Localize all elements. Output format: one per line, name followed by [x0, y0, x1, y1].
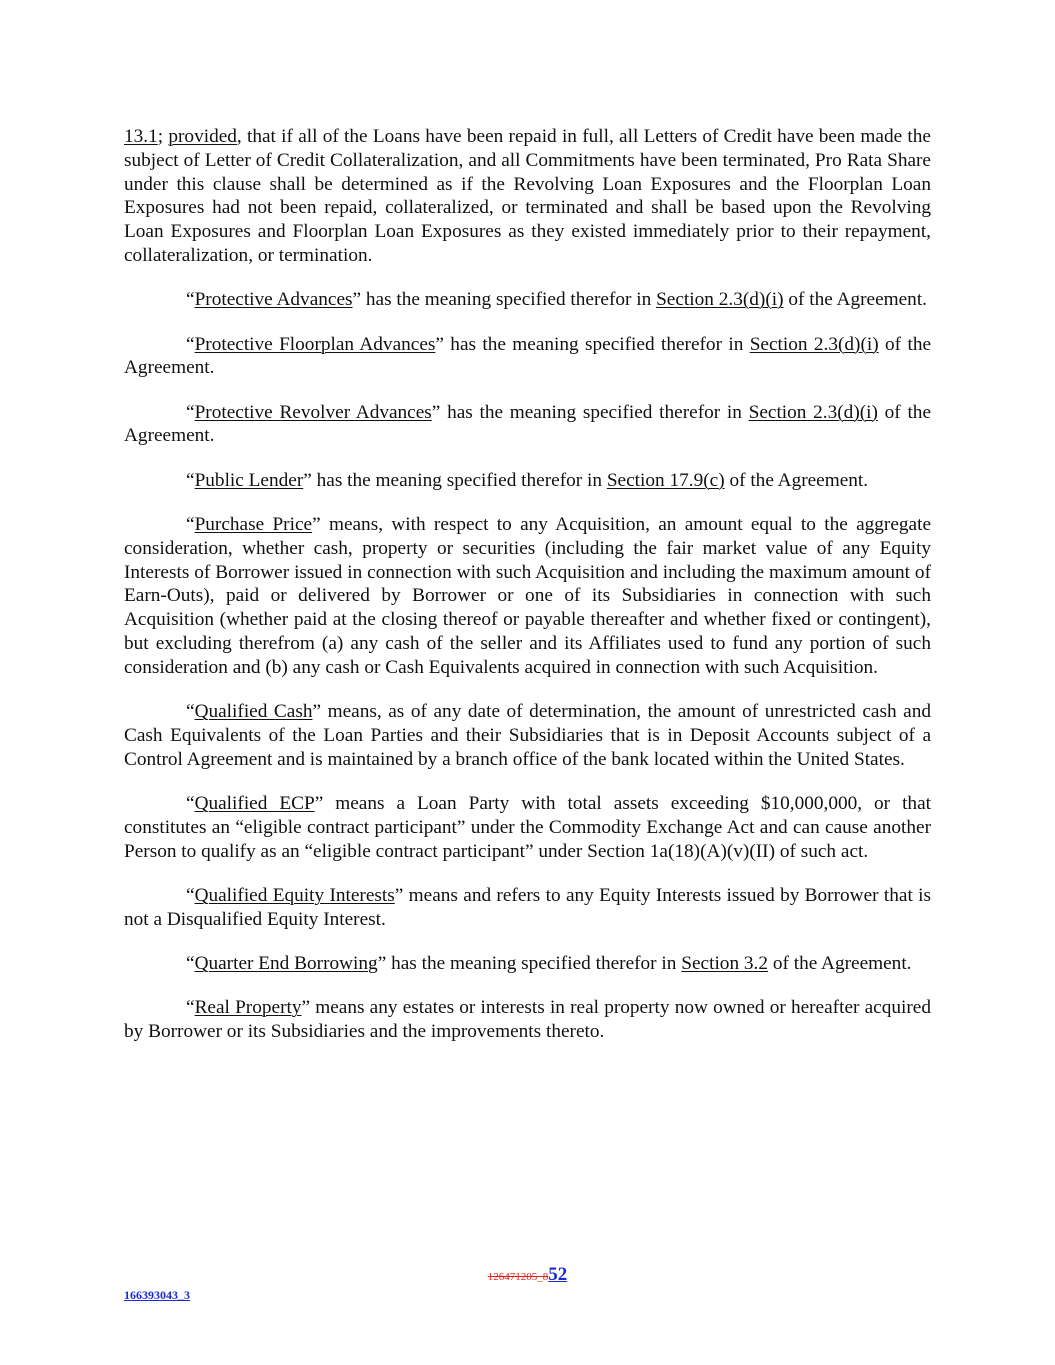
- document-body: [124, 125, 931, 1064]
- open-quote: “: [186, 514, 195, 536]
- paragraph-text: ” has the meaning specified therefor in: [431, 401, 749, 423]
- section-reference: Section 2.3(d)(i): [748, 401, 878, 423]
- definition-qualified-cash: [124, 700, 931, 771]
- defined-term: Quarter End Borrowing: [194, 953, 378, 975]
- paragraph-text: of the Agreement.: [724, 469, 869, 491]
- open-quote: “: [186, 997, 195, 1019]
- definition-qualified-ecp: [124, 792, 931, 863]
- paragraph-text: of the Agreement.: [124, 333, 932, 379]
- paragraph-text: , that if all of the Loans have been repaid in full, all Letters of Credit have been made the subject of Letter of Credit Collateralization, and all Commitments have been terminated, Pro Rata Share under this clause shall be determined as if the Revolving Loan Exposures and the Floorplan Loan Exposures had not been repaid, collateralized, or terminated and shall be based upon the Revolving Loan Exposures and Floorplan Loan Exposures as they existed immediately prior to their repayment, collateralization, or termination.: [124, 126, 931, 266]
- deleted-page-number: 126471205_8: [487, 1271, 549, 1283]
- open-quote: “: [186, 793, 195, 815]
- document-id: 166393043_3: [124, 1288, 190, 1302]
- open-quote: “: [186, 884, 195, 906]
- definition-purchase-price: [124, 513, 931, 680]
- definition-protective-revolver-advances: [124, 401, 931, 449]
- open-quote: “: [186, 401, 195, 423]
- section-reference: Section 2.3(d)(i): [656, 289, 784, 311]
- page-number-footer: [0, 1264, 1055, 1286]
- paragraph-text: ” has the meaning specified therefor in: [377, 953, 682, 975]
- defined-term: Public Lender: [194, 469, 304, 491]
- open-quote: “: [186, 289, 195, 311]
- inserted-page-number: 52: [548, 1264, 568, 1285]
- defined-term: Real Property: [194, 997, 302, 1019]
- paragraph-text: ” has the meaning specified therefor in: [352, 289, 657, 311]
- paragraph-text: of the Agreement.: [124, 401, 931, 447]
- section-reference: Section 17.9(c): [606, 469, 725, 491]
- defined-term: Protective Floorplan Advances: [194, 333, 436, 355]
- open-quote: “: [186, 953, 195, 975]
- provided-term: provided: [168, 126, 237, 147]
- paragraph-text: ” means, as of any date of determination, the amount of unrestricted cash and Cash Equivalents of the Loan Parties and their Subsidiaries that is in Deposit Accounts subject of a Control Agreement and is maintained by a branch office of the bank located within the United States.: [124, 701, 931, 770]
- paragraph-text: ” means, with respect to any Acquisition, an amount equal to the aggregate consideration, whether cash, property or securities (including the fair market value of any Equity Interests of Borrower issued in connection with such Acquisition and including the maximum amount of Earn-Outs), paid or delivered by Borrower or one of its Subsidiaries in connection with such Acquisition (whether paid at the closing thereof or payable thereafter and whether fixed or contingent), but excluding therefrom (a) any cash of the seller and its Affiliates used to fund any portion of such consideration and (b) any cash or Cash Equivalents acquired in connection with such Acquisition.: [124, 514, 931, 678]
- definition-protective-advances: [124, 288, 931, 312]
- paragraph-text: of the Agreement.: [783, 289, 928, 311]
- continuation-paragraph: [124, 125, 931, 268]
- defined-term: Purchase Price: [194, 514, 313, 536]
- definition-quarter-end-borrowing: [124, 952, 931, 976]
- defined-term: Protective Revolver Advances: [194, 401, 432, 423]
- section-reference: Section 2.3(d)(i): [749, 333, 879, 355]
- paragraph-text: ” means a Loan Party with total assets exceeding $10,000,000, or that constitutes an “eligible contract participant” under the Commodity Exchange Act and can cause another Person to qualify as an “eligible contract participant” under Section 1a(18)(A)(v)(II) of such act.: [124, 793, 931, 862]
- definition-protective-floorplan-advances: [124, 333, 931, 381]
- defined-term: Qualified ECP: [194, 793, 315, 815]
- paragraph-text: ” has the meaning specified therefor in: [303, 469, 607, 491]
- definition-public-lender: [124, 469, 931, 493]
- paragraph-text: ” means and refers to any Equity Interests issued by Borrower that is not a Disqualified Equity Interest.: [124, 884, 932, 930]
- definition-qualified-equity-interests: [124, 884, 931, 932]
- paragraph-text: ” means any estates or interests in real property now owned or hereafter acquired by Borrower or its Subsidiaries and the improvements thereto.: [124, 997, 931, 1043]
- section-reference: Section 3.2: [681, 953, 769, 975]
- paragraph-text: ” has the meaning specified therefor in: [435, 333, 750, 355]
- open-quote: “: [186, 469, 195, 491]
- paragraph-text: of the Agreement.: [768, 953, 912, 975]
- defined-term: Protective Advances: [194, 289, 353, 311]
- section-reference: 13.1: [124, 126, 158, 147]
- open-quote: “: [186, 333, 195, 355]
- defined-term: Qualified Cash: [194, 701, 313, 723]
- definition-real-property: [124, 996, 931, 1044]
- paragraph-text: ;: [157, 126, 169, 147]
- defined-term: Qualified Equity Interests: [194, 884, 395, 906]
- open-quote: “: [186, 701, 195, 723]
